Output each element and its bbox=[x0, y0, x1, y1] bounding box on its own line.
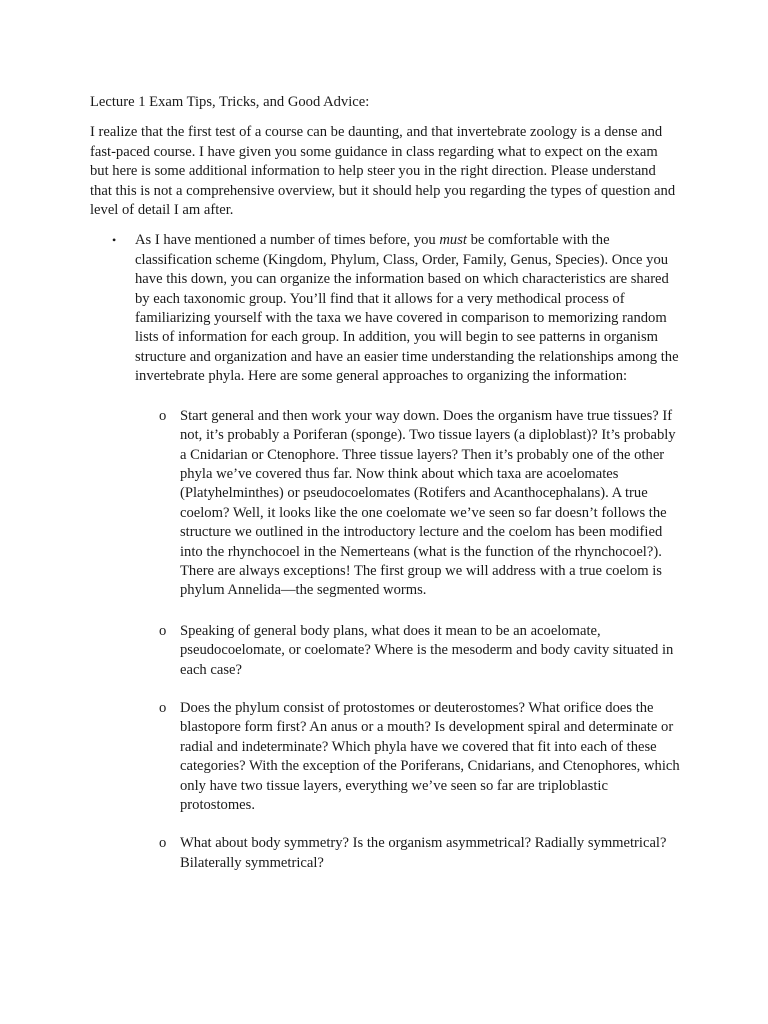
sub-bullet-marker: o bbox=[159, 622, 167, 639]
sub-item-text: What about body symmetry? Is the organism asymmetrical? Radially symmetrical? Bilaterally symmetrical? bbox=[180, 835, 667, 871]
sub-bullet-marker: o bbox=[159, 835, 167, 852]
sub-list-item bbox=[90, 407, 680, 601]
sub-item-text: Start general and then work your way down. Does the organism have true tissues? If not, it’s probably a Poriferan (sponge). Two tissue layers (a diploblast)? It’s probably a Cnidarian or Ctenophore. Three tissue layers? Then it’s probably one of the other phyla we’ve covered thus far. Now think about which taxa are acoelomates (Platyhelminthes) or pseudocoelomates (Rotifers and Acanthocephalans). A true coelom? Well, it looks like the one coelomate we’ve seen so far doesn’t follows the structure we outlined in the introductory lecture and the coelom has been modified into the rhynchocoel in the Nemerteans (what is the function of the rhynchocoel?). There are always exceptions! The first group we will address with a true coelom is phylum Annelida—the segmented worms. bbox=[180, 407, 676, 599]
document-page bbox=[90, 93, 680, 892]
bullet-marker: • bbox=[112, 233, 117, 248]
sub-item-text: Does the phylum consist of protostomes or deuterostomes? What orifice does the blastopore form first? An anus or a mouth? Is development spiral and determinate or radial and indeterminate? Which phyla have we covered that fit into each of these categories? With the exception of the Poriferans, Cnidarians, and Ctenophores, which only have two tissue layers, everything we’ve seen so far are triploblastic protostomes. bbox=[180, 699, 680, 813]
sub-list-item bbox=[90, 622, 680, 680]
main-bullet-item bbox=[90, 231, 680, 386]
sub-bullet-marker: o bbox=[159, 699, 167, 716]
intro-paragraph: I realize that the first test of a course can be daunting, and that invertebrate zoology is a dense and fast-paced course. I have given you some guidance in class regarding what to expect on the exam but here is some additional information to help steer you in the right direction. Please understand that this is not a comprehensive overview, but it should help you regarding the types of question and level of detail I am after. bbox=[90, 124, 676, 219]
bullet-emphasis: must bbox=[439, 232, 467, 249]
document-heading: Lecture 1 Exam Tips, Tricks, and Good Advice: bbox=[90, 94, 370, 110]
sub-list-item bbox=[90, 834, 680, 873]
bullet-text-before: As I have mentioned a number of times before, you bbox=[135, 232, 440, 249]
bullet-text-after: be comfortable with the classification scheme (Kingdom, Phylum, Class, Order, Family, Genus, Species). Once you have this down, you can organize the information based on which characteristics are shared by each taxonomic group. You’ll find that it allows for a very methodical process of familiarizing yourself with the taxa we have covered in comparison to memorizing random lists of information for each group. In addition, you will begin to see patterns in organism structure and organization and have an easier time understanding the relationships among the invertebrate phyla. Here are some general approaches to organizing the information: bbox=[135, 232, 679, 385]
sub-list bbox=[90, 407, 680, 874]
sub-item-text: Speaking of general body plans, what does it mean to be an acoelomate, pseudocoelomate, or coelomate? Where is the mesoderm and body cavity situated in each case? bbox=[180, 622, 674, 678]
sub-bullet-marker: o bbox=[159, 407, 167, 424]
sub-list-item bbox=[90, 699, 680, 815]
